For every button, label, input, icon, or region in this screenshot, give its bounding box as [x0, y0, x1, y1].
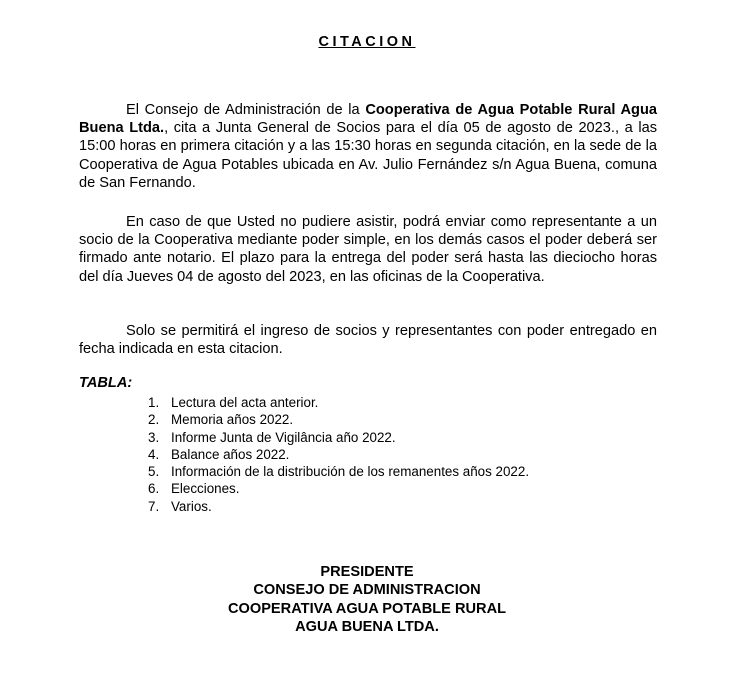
agenda-heading: TABLA: — [79, 375, 133, 391]
agenda-item-text: Memoria años 2022. — [171, 412, 294, 428]
signature-cooperative: COOPERATIVA AGUA POTABLE RURAL — [227, 600, 507, 617]
agenda-item-number: 1. — [148, 395, 160, 410]
agenda-item-text: Varios. — [171, 498, 212, 514]
agenda-item — [148, 429, 529, 446]
agenda-item-number: 3. — [148, 429, 160, 445]
document-title: CITACION — [318, 34, 416, 50]
agenda-item — [148, 463, 529, 480]
agenda-item-number: 6. — [148, 481, 160, 497]
agenda-item-text: Informe Junta de Vigilância año 2022. — [171, 429, 396, 445]
paragraph-convocation-details: , cita a Junta General de Socios para el día 05 de agosto de 2023., a las 15:00 horas en primera citación y a las 15:30 horas en segunda citación, en la sede de la Cooperativa de Agua Potables ubicada en Av. Julio Fernández s/n Agua Buena, comuna de San Fernando. — [79, 120, 657, 191]
agenda-item — [148, 411, 529, 428]
agenda-item-number: 4. — [148, 446, 160, 462]
paragraph-convocation — [79, 101, 657, 192]
signature-role: PRESIDENTE — [320, 564, 414, 580]
agenda-item — [148, 394, 529, 411]
agenda-item-number: 2. — [148, 412, 160, 428]
cooperative-name: Cooperativa de Agua Potable Rural Agua Buena Ltda. — [79, 102, 657, 137]
paragraph-convocation-intro: El Consejo de Administración de la — [126, 102, 366, 118]
agenda-item-text: Elecciones. — [171, 481, 240, 497]
signature-block — [0, 563, 734, 636]
signature-locality: AGUA BUENA LTDA. — [295, 618, 439, 635]
agenda-item-text: Información de la distribución de los remanentes años 2022. — [171, 464, 530, 480]
agenda-item-number: 5. — [148, 464, 160, 480]
agenda-list — [148, 394, 529, 515]
agenda-item-text: Lectura del acta anterior. — [171, 395, 319, 410]
agenda-item-text: Balance años 2022. — [171, 446, 290, 462]
agenda-item — [148, 498, 529, 515]
agenda-item — [148, 480, 529, 497]
signature-council: CONSEJO DE ADMINISTRACION — [253, 582, 481, 599]
agenda-item — [148, 446, 529, 463]
paragraph-admission: Solo se permitirá el ingreso de socios y representantes con poder entregado en fecha indicada en esta citacion. — [79, 323, 657, 358]
paragraph-proxy: En caso de que Usted no pudiere asistir, podrá enviar como representante a un socio de la Cooperativa mediante poder simple, en los demás casos el poder deberá ser firmado ante notario. El plazo para la entrega del poder será hasta las dieciocho horas del día Jueves 04 de agosto del 2023, en las oficinas de la Cooperativa. — [79, 214, 657, 285]
agenda-item-number: 7. — [148, 498, 160, 514]
